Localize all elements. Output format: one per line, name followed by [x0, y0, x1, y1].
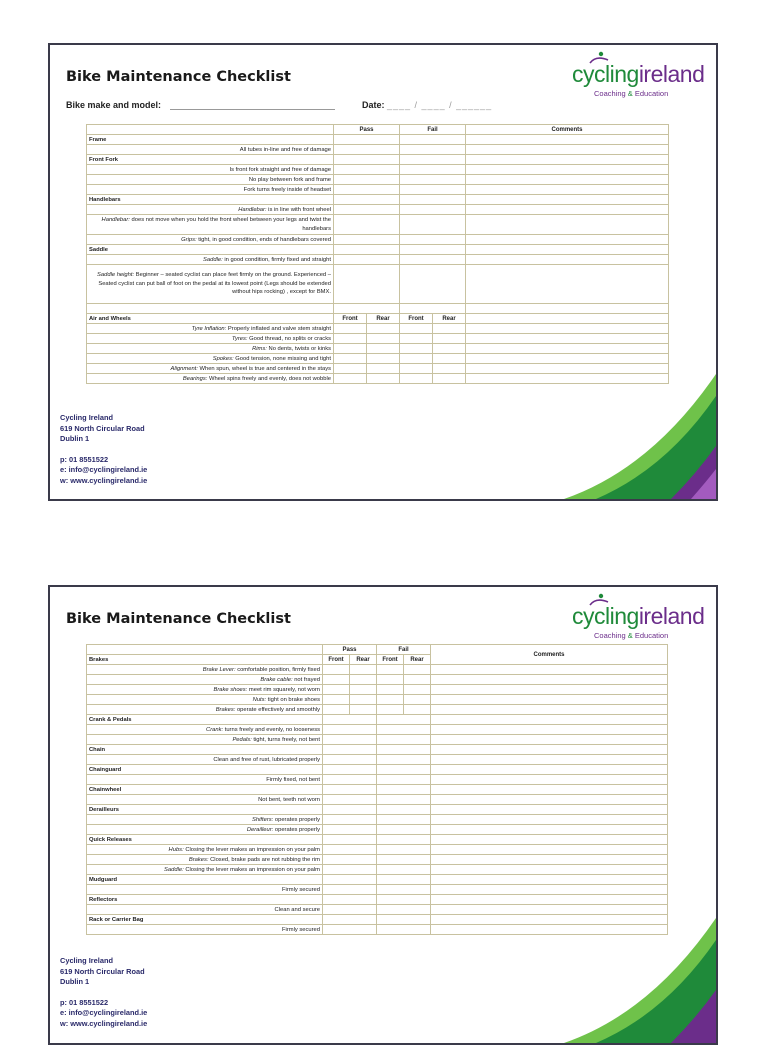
- fail-cell[interactable]: [400, 185, 466, 195]
- cycling-ireland-logo-2: cyclingireland Coaching & Education: [568, 593, 708, 641]
- item-description: Not bent, teeth not worn: [87, 795, 323, 805]
- checklist-item-row: [87, 145, 669, 155]
- item-description: Alignment: When spun, wheel is true and centered in the stays: [87, 364, 334, 374]
- check-cell[interactable]: [350, 695, 377, 705]
- pass-cell[interactable]: [334, 245, 400, 255]
- item-description: Clean and secure: [87, 905, 323, 915]
- pass-cell[interactable]: [334, 265, 400, 304]
- pass-cell[interactable]: [334, 155, 400, 165]
- check-cell[interactable]: [400, 324, 433, 334]
- comments-cell[interactable]: [466, 255, 669, 265]
- item-description: Brakes: Closed, brake pads are not rubbing the rim: [87, 855, 323, 865]
- check-cell[interactable]: [433, 334, 466, 344]
- comments-cell[interactable]: [466, 155, 669, 165]
- comments-cell[interactable]: [431, 725, 668, 735]
- item-description: Saddle: Closing the lever makes an impression on your palm: [87, 865, 323, 875]
- table-header-row: [87, 645, 668, 655]
- item-description: Handlebar: does not move when you hold the front wheel between your legs and twist the handlebars: [87, 215, 334, 235]
- fail-cell[interactable]: [377, 775, 431, 785]
- check-cell[interactable]: [334, 354, 367, 364]
- comments-cell[interactable]: [431, 895, 668, 905]
- check-cell[interactable]: [323, 695, 350, 705]
- comments-cell[interactable]: [431, 755, 668, 765]
- pass-cell[interactable]: [323, 845, 377, 855]
- fail-cell[interactable]: [377, 845, 431, 855]
- pass-cell[interactable]: [323, 825, 377, 835]
- check-cell[interactable]: [400, 374, 433, 384]
- green-swoosh-graphic: [556, 374, 716, 499]
- pass-cell[interactable]: [323, 735, 377, 745]
- comments-cell[interactable]: [466, 344, 669, 354]
- fail-cell[interactable]: [377, 815, 431, 825]
- pass-cell[interactable]: [323, 785, 377, 795]
- pass-cell[interactable]: [323, 835, 377, 845]
- fail-cell[interactable]: [400, 195, 466, 205]
- item-description: Saddle: in good condition, firmly fixed and straight: [87, 255, 334, 265]
- fail-cell[interactable]: [377, 785, 431, 795]
- contact-web[interactable]: w: www.cyclingireland.ie: [60, 475, 148, 485]
- comments-cell[interactable]: [431, 855, 668, 865]
- check-cell[interactable]: [350, 685, 377, 695]
- checklist-item-row: [87, 885, 668, 895]
- contact-email[interactable]: e: info@cyclingireland.ie: [60, 465, 148, 474]
- section-label: Frame: [87, 135, 334, 145]
- comments-cell[interactable]: [431, 695, 668, 705]
- section-label: Rack or Carrier Bag: [87, 915, 323, 925]
- fail-header: Fail: [400, 125, 466, 135]
- item-description: Brakes: operate effectively and smoothly: [87, 705, 323, 715]
- check-cell[interactable]: [334, 344, 367, 354]
- pass-cell[interactable]: [323, 755, 377, 765]
- item-description: Firmly secured: [87, 885, 323, 895]
- check-cell[interactable]: [350, 675, 377, 685]
- section-row: [87, 135, 669, 145]
- check-cell[interactable]: [433, 344, 466, 354]
- check-cell[interactable]: [367, 324, 400, 334]
- front-rear-header: Rear: [433, 314, 466, 324]
- item-description: Firmly secured: [87, 925, 323, 935]
- checklist-item-row: [87, 265, 669, 304]
- section-label: Crank & Pedals: [87, 715, 323, 725]
- check-cell[interactable]: [404, 705, 431, 715]
- comments-cell[interactable]: [466, 145, 669, 155]
- item-description: Is front fork straight and free of damage: [87, 165, 334, 175]
- check-cell[interactable]: [367, 354, 400, 364]
- check-cell[interactable]: [400, 364, 433, 374]
- check-cell[interactable]: [404, 695, 431, 705]
- item-description: Shifters: operates properly: [87, 815, 323, 825]
- checklist-item-row: [87, 855, 668, 865]
- fail-cell[interactable]: [377, 805, 431, 815]
- checklist-item-row: [87, 344, 669, 354]
- section-label: Chainguard: [87, 765, 323, 775]
- comments-cell[interactable]: [431, 675, 668, 685]
- front-rear-header: Front: [323, 655, 350, 665]
- comments-cell[interactable]: [431, 905, 668, 915]
- pass-cell[interactable]: [334, 185, 400, 195]
- fail-cell[interactable]: [377, 745, 431, 755]
- check-cell[interactable]: [323, 665, 350, 675]
- pass-cell[interactable]: [334, 215, 400, 235]
- page-title: Bike Maintenance Checklist: [66, 69, 291, 85]
- item-description: Firmly fixed, not bent: [87, 775, 323, 785]
- pass-cell[interactable]: [323, 815, 377, 825]
- checklist-item-row: [87, 215, 669, 235]
- pass-cell[interactable]: [323, 925, 377, 935]
- check-cell[interactable]: [400, 334, 433, 344]
- check-cell[interactable]: [400, 354, 433, 364]
- check-cell[interactable]: [323, 675, 350, 685]
- fail-cell[interactable]: [400, 235, 466, 245]
- comments-cell[interactable]: [431, 745, 668, 755]
- checklist-page-1: [48, 43, 718, 501]
- comments-cell[interactable]: [431, 765, 668, 775]
- logo-cycling-text: cycling: [572, 61, 639, 87]
- comments-header: Comments: [466, 125, 669, 135]
- pass-cell[interactable]: [323, 895, 377, 905]
- fail-cell[interactable]: [377, 865, 431, 875]
- fail-cell[interactable]: [377, 895, 431, 905]
- fail-cell[interactable]: [377, 735, 431, 745]
- check-cell[interactable]: [377, 685, 404, 695]
- comments-cell[interactable]: [431, 705, 668, 715]
- check-cell[interactable]: [334, 364, 367, 374]
- checklist-item-row: [87, 675, 668, 685]
- contact-address-line-1: 619 North Circular Road: [60, 423, 145, 433]
- checklist-table-1: [86, 124, 669, 384]
- fail-cell[interactable]: [377, 925, 431, 935]
- item-description: Crank: turns freely and evenly, no looseness: [87, 725, 323, 735]
- section-row: [87, 314, 669, 324]
- section-label: Reflectors: [87, 895, 323, 905]
- fail-cell[interactable]: [400, 155, 466, 165]
- comments-cell[interactable]: [466, 235, 669, 245]
- date-field[interactable]: Date: ____ / ____ / ______: [362, 100, 493, 110]
- comments-cell[interactable]: [431, 715, 668, 725]
- comments-cell[interactable]: [431, 805, 668, 815]
- pass-header: Pass: [334, 125, 400, 135]
- check-cell[interactable]: [367, 374, 400, 384]
- checklist-item-row: [87, 165, 669, 175]
- fail-cell[interactable]: [400, 165, 466, 175]
- fail-cell[interactable]: [377, 795, 431, 805]
- fail-header: Fail: [377, 645, 431, 655]
- pass-cell[interactable]: [323, 745, 377, 755]
- fail-cell[interactable]: [377, 885, 431, 895]
- fail-cell[interactable]: [377, 875, 431, 885]
- comments-cell[interactable]: [466, 215, 669, 235]
- item-description: Bearings: Wheel spins freely and evenly, does not wobble: [87, 374, 334, 384]
- comments-cell[interactable]: [466, 265, 669, 304]
- check-cell[interactable]: [323, 705, 350, 715]
- section-label: Brakes: [87, 655, 323, 665]
- fail-cell[interactable]: [377, 725, 431, 735]
- pass-cell[interactable]: [334, 195, 400, 205]
- section-row: [87, 835, 668, 845]
- pass-cell[interactable]: [334, 255, 400, 265]
- checklist-item-row: [87, 795, 668, 805]
- check-cell[interactable]: [377, 665, 404, 675]
- fail-cell[interactable]: [377, 905, 431, 915]
- section-row: [87, 745, 668, 755]
- checklist-item-row: [87, 695, 668, 705]
- comments-cell[interactable]: [431, 865, 668, 875]
- item-description: Spokes: Good tension, none missing and tight: [87, 354, 334, 364]
- comments-cell[interactable]: [431, 845, 668, 855]
- checklist-item-row: [87, 825, 668, 835]
- contact-org: Cycling Ireland: [60, 413, 113, 422]
- fail-cell[interactable]: [400, 135, 466, 145]
- fail-cell[interactable]: [400, 265, 466, 304]
- comments-cell[interactable]: [431, 775, 668, 785]
- check-cell[interactable]: [400, 344, 433, 354]
- checklist-item-row: [87, 815, 668, 825]
- checklist-item-row: [87, 205, 669, 215]
- checklist-item-row: [87, 334, 669, 344]
- section-label: Saddle: [87, 245, 334, 255]
- comments-cell[interactable]: [431, 885, 668, 895]
- pass-cell[interactable]: [334, 175, 400, 185]
- check-cell[interactable]: [404, 685, 431, 695]
- checklist-item-row: [87, 905, 668, 915]
- contact-phone: p: 01 8551522: [60, 454, 109, 464]
- checklist-page-2: [48, 585, 718, 1045]
- item-description: Tyres: Good thread, no splits or cracks: [87, 334, 334, 344]
- comments-cell[interactable]: [466, 245, 669, 255]
- checklist-item-row: [87, 845, 668, 855]
- item-description: Brake cable: not frayed: [87, 675, 323, 685]
- item-description: Brake Lever: comfortable position, firmly fixed: [87, 665, 323, 675]
- checklist-item-row: [87, 755, 668, 765]
- pass-cell[interactable]: [323, 905, 377, 915]
- front-rear-header: Rear: [350, 655, 377, 665]
- checklist-item-row: [87, 324, 669, 334]
- checklist-item-row: [87, 175, 669, 185]
- front-rear-header: Rear: [367, 314, 400, 324]
- section-row: [87, 155, 669, 165]
- item-description: Clean and free of rust, lubricated properly: [87, 755, 323, 765]
- section-row: [87, 785, 668, 795]
- pass-cell[interactable]: [334, 165, 400, 175]
- checklist-item-row: [87, 364, 669, 374]
- bike-make-model-field[interactable]: Bike make and model:: [66, 100, 335, 110]
- front-rear-header: Front: [400, 314, 433, 324]
- pass-cell[interactable]: [323, 775, 377, 785]
- check-cell[interactable]: [350, 705, 377, 715]
- section-row: [87, 245, 669, 255]
- check-cell[interactable]: [334, 324, 367, 334]
- section-label: Front Fork: [87, 155, 334, 165]
- section-row: [87, 875, 668, 885]
- pass-cell[interactable]: [334, 304, 400, 314]
- item-description: Nuts: tight on brake shoes: [87, 695, 323, 705]
- item-description: Brake shoes: meet rim squarely, not worn: [87, 685, 323, 695]
- check-cell[interactable]: [323, 685, 350, 695]
- section-row: [87, 895, 668, 905]
- item-description: Pedals: tight, turns freely, not bent: [87, 735, 323, 745]
- section-row: [87, 805, 668, 815]
- contact-address-line-2: Dublin 1: [60, 434, 90, 443]
- item-description: Derailleur: operates properly: [87, 825, 323, 835]
- page-title-2: Bike Maintenance Checklist: [66, 611, 291, 627]
- comments-cell[interactable]: [431, 815, 668, 825]
- section-label: Chain: [87, 745, 323, 755]
- check-cell[interactable]: [377, 695, 404, 705]
- checklist-item-row: [87, 735, 668, 745]
- section-label: Quick Releases: [87, 835, 323, 845]
- item-description: No play between fork and frame: [87, 175, 334, 185]
- pass-cell[interactable]: [323, 715, 377, 725]
- check-cell[interactable]: [404, 675, 431, 685]
- pass-cell[interactable]: [323, 875, 377, 885]
- item-description: All tubes in-line and free of damage: [87, 145, 334, 155]
- section-row: [87, 195, 669, 205]
- checklist-item-row: [87, 705, 668, 715]
- checklist-item-row: [87, 354, 669, 364]
- pass-cell[interactable]: [323, 805, 377, 815]
- comments-cell[interactable]: [431, 735, 668, 745]
- section-row: [87, 765, 668, 775]
- cycling-ireland-logo: cyclingireland Coaching & Education: [568, 51, 708, 99]
- item-description: Fork turns freely inside of headset: [87, 185, 334, 195]
- checklist-item-row: [87, 665, 668, 675]
- pass-cell[interactable]: [323, 795, 377, 805]
- fail-cell[interactable]: [400, 205, 466, 215]
- pass-cell[interactable]: [323, 865, 377, 875]
- comments-cell[interactable]: [466, 185, 669, 195]
- pass-cell[interactable]: [323, 915, 377, 925]
- checklist-item-row: [87, 235, 669, 245]
- check-cell[interactable]: [334, 334, 367, 344]
- pass-cell[interactable]: [334, 205, 400, 215]
- pass-cell[interactable]: [323, 855, 377, 865]
- comments-cell[interactable]: [431, 875, 668, 885]
- comments-cell[interactable]: [466, 195, 669, 205]
- blank-row: [87, 304, 669, 314]
- pass-cell[interactable]: [323, 885, 377, 895]
- section-row: [87, 715, 668, 725]
- check-cell[interactable]: [404, 665, 431, 675]
- fail-cell[interactable]: [377, 855, 431, 865]
- item-description: Hubs: Closing the lever makes an impression on your palm: [87, 845, 323, 855]
- checklist-item-row: [87, 255, 669, 265]
- pass-header: Pass: [323, 645, 377, 655]
- item-description: Handlebar: is in line with front wheel: [87, 205, 334, 215]
- comments-cell[interactable]: [466, 165, 669, 175]
- checklist-item-row: [87, 775, 668, 785]
- checklist-item-row: [87, 725, 668, 735]
- checklist-item-row: [87, 865, 668, 875]
- check-cell[interactable]: [433, 374, 466, 384]
- comments-header: Comments: [431, 645, 668, 665]
- fail-cell[interactable]: [400, 145, 466, 155]
- logo-ireland-text: ireland: [638, 61, 705, 87]
- fail-cell[interactable]: [400, 255, 466, 265]
- comments-cell[interactable]: [431, 665, 668, 675]
- check-cell[interactable]: [433, 364, 466, 374]
- checklist-item-row: [87, 185, 669, 195]
- fail-cell[interactable]: [400, 215, 466, 235]
- front-rear-header: Rear: [404, 655, 431, 665]
- comments-cell[interactable]: [466, 304, 669, 314]
- pass-cell[interactable]: [334, 135, 400, 145]
- fail-cell[interactable]: [377, 835, 431, 845]
- check-cell[interactable]: [433, 354, 466, 364]
- pass-cell[interactable]: [334, 145, 400, 155]
- front-rear-header: Front: [334, 314, 367, 324]
- comments-cell[interactable]: [466, 334, 669, 344]
- item-description: Saddle height: Beginner – seated cyclist can place feet firmly on the ground. Experienced – Seated cyclist can put ball of foot on the pedal at its lowest point (Legs should be extended without hips rocking) , except for BMX.: [87, 265, 334, 304]
- fail-cell[interactable]: [377, 755, 431, 765]
- fail-cell[interactable]: [400, 304, 466, 314]
- check-cell[interactable]: [350, 665, 377, 675]
- check-cell[interactable]: [377, 705, 404, 715]
- contact-block-2: Cycling Ireland 619 North Circular Road Dublin 1 p: 01 8551522 e: info@cyclingireland.ie w: www.cyclingireland.ie: [60, 956, 148, 1028]
- comments-cell[interactable]: [431, 835, 668, 845]
- checklist-table-2: [86, 644, 668, 935]
- section-label: Derailleurs: [87, 805, 323, 815]
- comments-cell[interactable]: [466, 175, 669, 185]
- comments-cell[interactable]: [431, 795, 668, 805]
- item-description: Rims: No dents, twists or kinks: [87, 344, 334, 354]
- check-cell[interactable]: [334, 374, 367, 384]
- fail-cell[interactable]: [377, 765, 431, 775]
- check-cell[interactable]: [367, 334, 400, 344]
- comments-cell[interactable]: [466, 135, 669, 145]
- table-header-row: [87, 125, 669, 135]
- check-cell[interactable]: [433, 324, 466, 334]
- item-description: Grips: tight, in good condition, ends of handlebars covered: [87, 235, 334, 245]
- section-label: Handlebars: [87, 195, 334, 205]
- fail-cell[interactable]: [377, 715, 431, 725]
- comments-cell[interactable]: [466, 354, 669, 364]
- green-swoosh-graphic-2: [556, 918, 716, 1043]
- pass-cell[interactable]: [334, 235, 400, 245]
- check-cell[interactable]: [367, 344, 400, 354]
- contact-block: [60, 413, 147, 486]
- check-cell[interactable]: [377, 675, 404, 685]
- comments-cell[interactable]: [431, 685, 668, 695]
- pass-cell[interactable]: [323, 765, 377, 775]
- check-cell[interactable]: [367, 364, 400, 374]
- comments-cell[interactable]: [466, 205, 669, 215]
- section-label: Mudguard: [87, 875, 323, 885]
- fail-cell[interactable]: [377, 825, 431, 835]
- pass-cell[interactable]: [323, 725, 377, 735]
- comments-cell[interactable]: [466, 324, 669, 334]
- checklist-item-row: [87, 685, 668, 695]
- comments-cell[interactable]: [466, 364, 669, 374]
- section-label: Air and Wheels: [87, 314, 334, 324]
- fail-cell[interactable]: [377, 915, 431, 925]
- item-description: Tyre Inflation: Properly inflated and valve stem straight: [87, 324, 334, 334]
- fail-cell[interactable]: [400, 245, 466, 255]
- front-rear-header: Front: [377, 655, 404, 665]
- fail-cell[interactable]: [400, 175, 466, 185]
- comments-cell[interactable]: [431, 825, 668, 835]
- section-label: Chainwheel: [87, 785, 323, 795]
- comments-cell[interactable]: [431, 785, 668, 795]
